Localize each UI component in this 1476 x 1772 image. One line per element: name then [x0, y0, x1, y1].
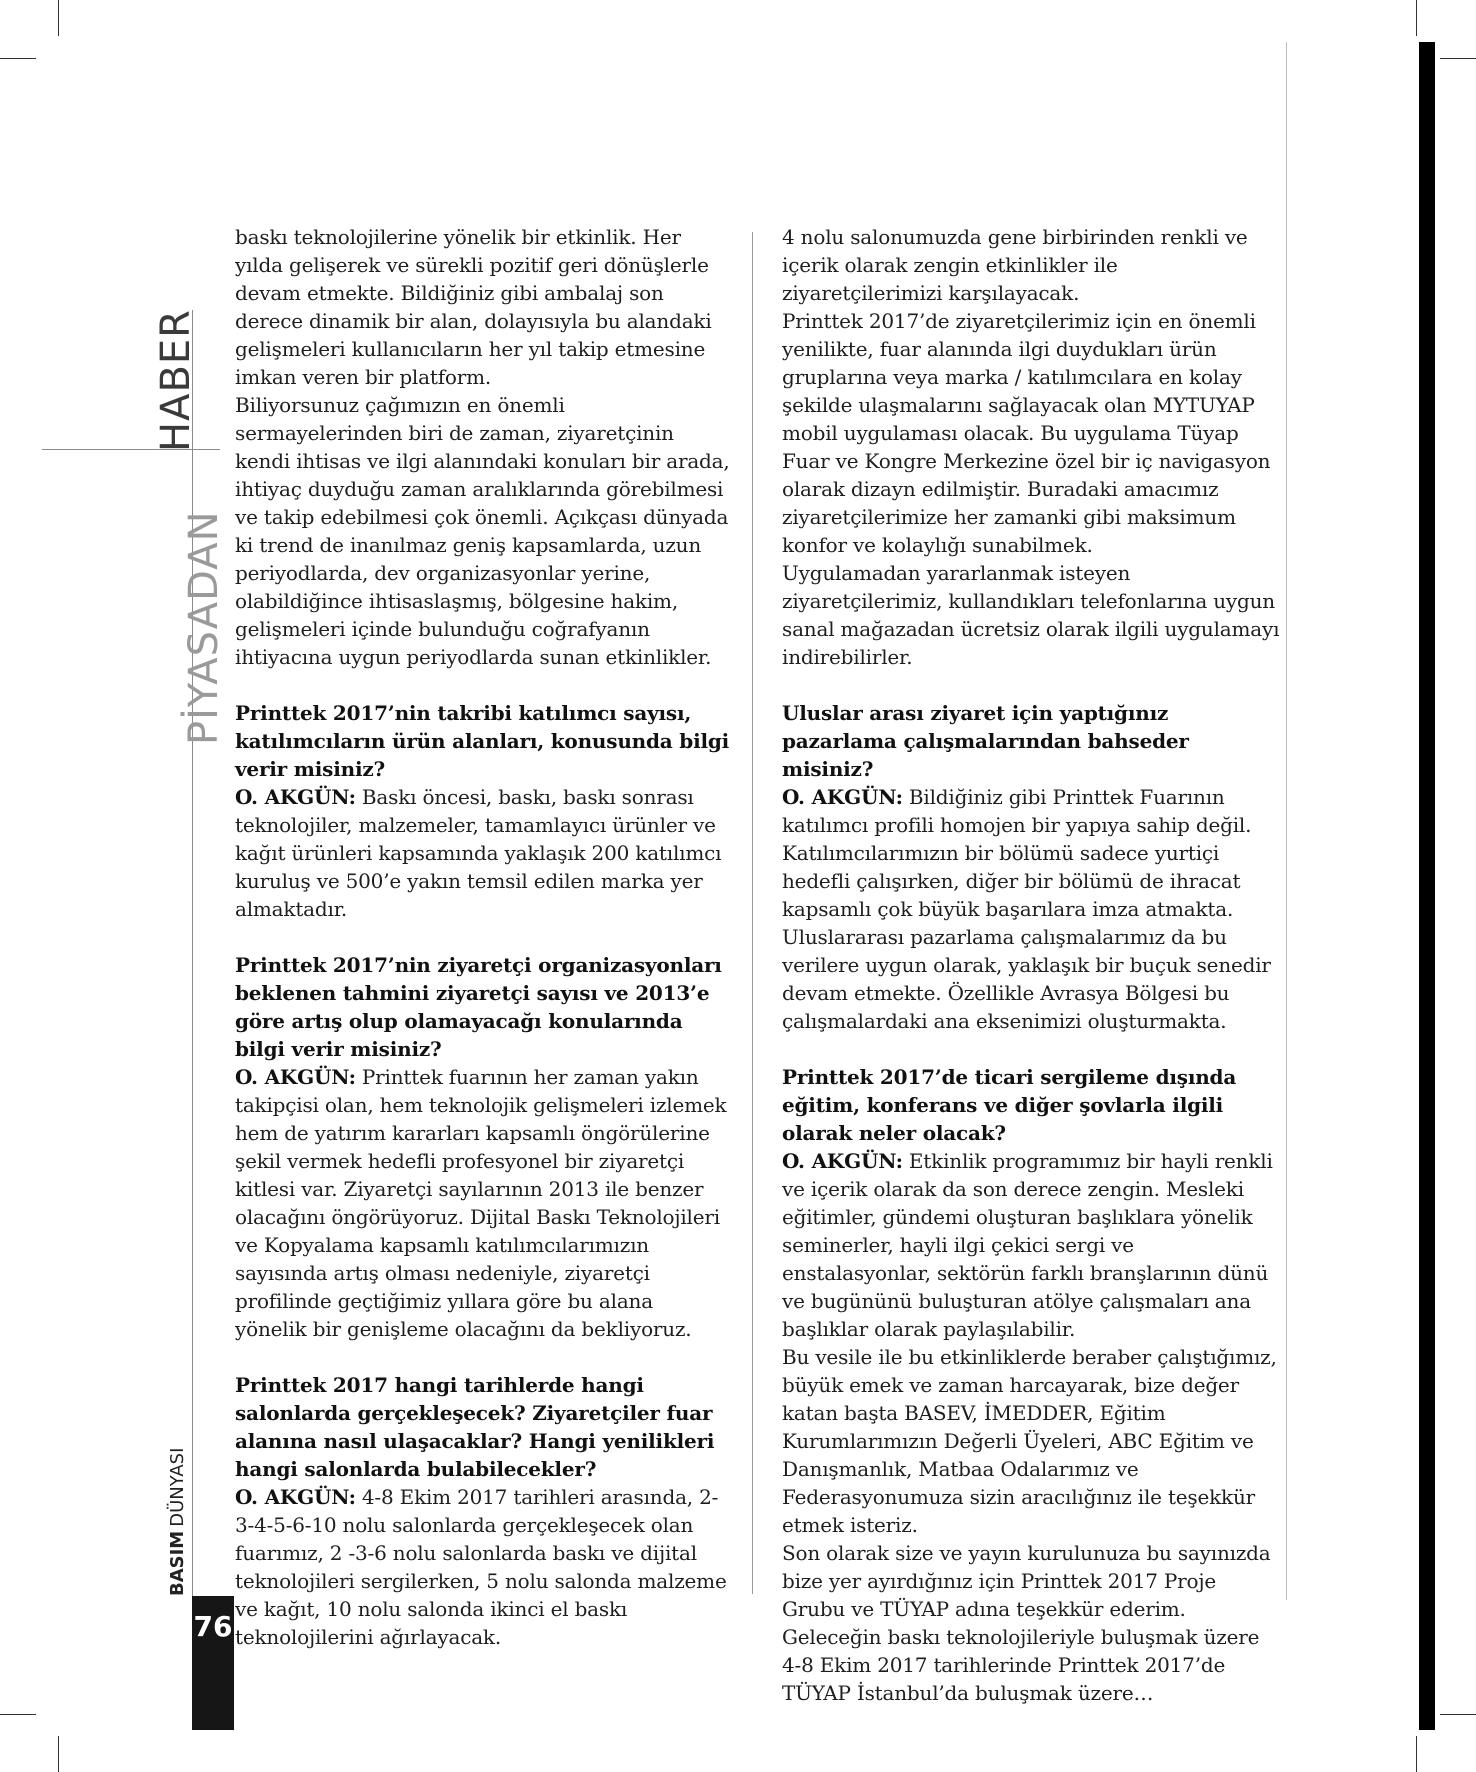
right-paragraph-5: Son olarak size ve yayın kurulunuza bu sayınızda bize yer ayırdığınız için Printtek 2017 Proje Grubu ve TÜYAP adına teşekkür ederim.	[782, 1541, 1271, 1621]
publication-name-light: DÜNYASI	[167, 1447, 188, 1527]
answer-5	[782, 1147, 1282, 1343]
answer-5-text: Etkinlik programımız bir hayli renkli ve içerik olarak da son derece zengin. Mesleki eğitimler, gündemi oluşturan başlıklara yönelik seminerler, hayli ilgi çekici sergi ve enstalasyonlar, sektörün farklı branşlarının dünü ve bugününü buluşturan atölye çalışmaları ana başlıklar olarak paylaşılabilir.	[782, 1149, 1273, 1341]
crop-mark-top-left-h	[0, 58, 36, 59]
answer-5-speaker: O. AKGÜN:	[782, 1149, 903, 1173]
question-3: Printtek 2017 hangi tarihlerde hangi salonlarda gerçekleşecek? Ziyaretçiler fuar alanına nasıl ulaşacaklar? Hangi yenilikleri hangi salonlarda bulabilecekler?	[235, 1373, 715, 1481]
crop-mark-bottom-left-v	[58, 1736, 59, 1772]
answer-4-speaker: O. AKGÜN:	[782, 785, 903, 809]
crop-mark-top-left-v	[58, 0, 59, 36]
right-paragraph-1: 4 nolu salonumuzda gene birbirinden renkli ve içerik olarak zengin etkinlikler ile ziyaretçilerimizi karşılayacak.	[782, 225, 1248, 305]
right-column	[782, 223, 1282, 1707]
publication-name-bold: BASIM	[167, 1530, 188, 1596]
intro-paragraph-2: Biliyorsunuz çağımızın en önemli sermayelerinden biri de zaman, ziyaretçinin kendi ihtisas ve ilgi alanındaki konuları bir arada, ihtiyaç duyduğu zaman aralıklarında görebilmesi ve takip edebilmesi çok önemli. Açıkçası dünyada ki trend de inanılmaz geniş kapsamlarda, uzun periyodlarda, dev organizasyonlar yerine, olabildiğince ihtisaslaşmış, bölgesine hakim, gelişmeleri içinde bulunduğu coğrafyanın ihtiyacına uygun periyodlarda sunan etkinlikler.	[235, 393, 730, 669]
answer-1	[235, 783, 730, 923]
section-label-piyasadan: PİYASADAN	[181, 510, 227, 745]
question-5: Printtek 2017’de ticari sergileme dışında eğitim, konferans ve diğer şovlarla ilgili olarak neler olacak?	[782, 1065, 1237, 1145]
answer-4	[782, 783, 1282, 1035]
answer-2-speaker: O. AKGÜN:	[235, 1065, 356, 1089]
crop-mark-bottom-right-h	[1440, 1714, 1476, 1715]
answer-3-text: 4-8 Ekim 2017 tarihleri arasında, 2-3-4-5-6-10 nolu salonlarda gerçekleşecek olan fuarımız, 2 -3-6 nolu salonlarda baskı ve dijital teknolojileri sergilerken, 5 nolu salonda malzeme ve kağıt, 10 nolu salonda ikinci el baskı teknolojilerini ağırlayacak.	[235, 1485, 727, 1649]
question-2: Printtek 2017’nin ziyaretçi organizasyonları beklenen tahmini ziyaretçi sayısı ve 2013’e göre artış olup olamayacağı konularında bilgi verir misiniz?	[235, 953, 722, 1061]
right-paragraph-3: Uygulamadan yararlanmak isteyen ziyaretçilerimiz, kullandıkları telefonlarına uygun sanal mağazadan ücretsiz olarak ilgili uygulamayı indirebilirler.	[782, 561, 1280, 669]
question-4: Uluslar arası ziyaret için yaptığınız pazarlama çalışmalarından bahseder misiniz?	[782, 701, 1189, 781]
publication-name	[166, 1448, 190, 1596]
question-1: Printtek 2017’nin takribi katılımcı sayısı, katılımcıların ürün alanları, konusunda bilgi verir misiniz?	[235, 701, 730, 781]
crop-mark-bottom-right-v	[1416, 1736, 1417, 1772]
answer-3	[235, 1483, 730, 1651]
crop-mark-bottom-left-h	[0, 1714, 36, 1715]
section-label-haber: HABER	[153, 309, 199, 452]
right-margin-rule	[1286, 42, 1287, 1600]
answer-2-text: Printtek fuarının her zaman yakın takipçisi olan, hem teknolojik gelişmeleri izlemek hem de yatırım kararları kapsamlı öngörülerine şekil vermek hedefli profesyonel bir ziyaretçi kitlesi var. Ziyaretçi sayılarının 2013 ile benzer olacağını öngörüyoruz. Dijital Baskı Teknolojileri ve Kopyalama kapsamlı katılımcılarımızın sayısında artış olması nedeniyle, ziyaretçi profilinde geçtiğimiz yıllara göre bu alana yönelik bir genişleme olacağını da bekliyoruz.	[235, 1065, 727, 1341]
answer-1-text: Baskı öncesi, baskı, baskı sonrası teknolojiler, malzemeler, tamamlayıcı ürünler ve kağıt ürünleri kapsamında yaklaşık 200 katılımcı kuruluş ve 500’e yakın temsil edilen marka yer almaktadır.	[235, 785, 722, 921]
column-divider	[752, 232, 753, 1594]
right-paragraph-6: Geleceğin baskı teknolojileriyle buluşmak üzere 4-8 Ekim 2017 tarihlerinde Printtek 2017’de TÜYAP İstanbul’da buluşmak üzere…	[782, 1625, 1260, 1705]
crop-mark-top-right-h	[1440, 58, 1476, 59]
answer-1-speaker: O. AKGÜN:	[235, 785, 356, 809]
crop-mark-top-right-v	[1416, 0, 1417, 36]
page-number: 76	[193, 1610, 233, 1643]
intro-paragraph-1: baskı teknolojilerine yönelik bir etkinlik. Her yılda gelişerek ve sürekli pozitif geri dönüşlerle devam etmekte. Bildiğiniz gibi ambalaj son derece dinamik bir alan, dolayısıyla bu alandaki gelişmeleri kullanıcıların her yıl takip etmesine imkan veren bir platform.	[235, 225, 712, 389]
answer-2	[235, 1063, 730, 1343]
answer-3-speaker: O. AKGÜN:	[235, 1485, 356, 1509]
left-column	[235, 223, 730, 1651]
right-paragraph-2: Printtek 2017’de ziyaretçilerimiz için en önemli yenilikte, fuar alanında ilgi duydukları ürün gruplarına veya marka / katılımcılara en kolay şekilde ulaşmalarını sağlayacak olan MYTUYAP mobil uygulaması olacak. Bu uygulama Tüyap Fuar ve Kongre Merkezine özel bir iç navigasyon olarak dizayn edilmiştir. Buradaki amacımız ziyaretçilerimize her zamanki gibi maksimum konfor ve kolaylığı sunabilmek.	[782, 309, 1271, 557]
right-edge-bar	[1419, 42, 1435, 1730]
answer-4-text: Bildiğiniz gibi Printtek Fuarının katılımcı profili homojen bir yapıya sahip değil. Katılımcılarımızın bir bölümü sadece yurtiçi hedefli çalışırken, diğer bir bölümü de ihracat kapsamlı çok büyük başarılara imza atmakta. Uluslararası pazarlama çalışmalarımız da bu verilere uygun olarak, yaklaşık bir buçuk senedir devam etmekte. Özellikle Avrasya Bölgesi bu çalışmalardaki ana eksenimizi oluşturmakta.	[782, 785, 1271, 1033]
margin-rule	[192, 310, 193, 1596]
right-paragraph-4: Bu vesile ile bu etkinliklerde beraber çalıştığımız, büyük emek ve zaman harcayarak, bize değer katan başta BASEV, İMEDDER, Eğitim Kurumlarımızın Değerli Üyeleri, ABC Eğitim ve Danışmanlık, Matbaa Odalarımız ve Federasyonumuza sizin aracılığınız ile teşekkür etmek isteriz.	[782, 1345, 1277, 1537]
